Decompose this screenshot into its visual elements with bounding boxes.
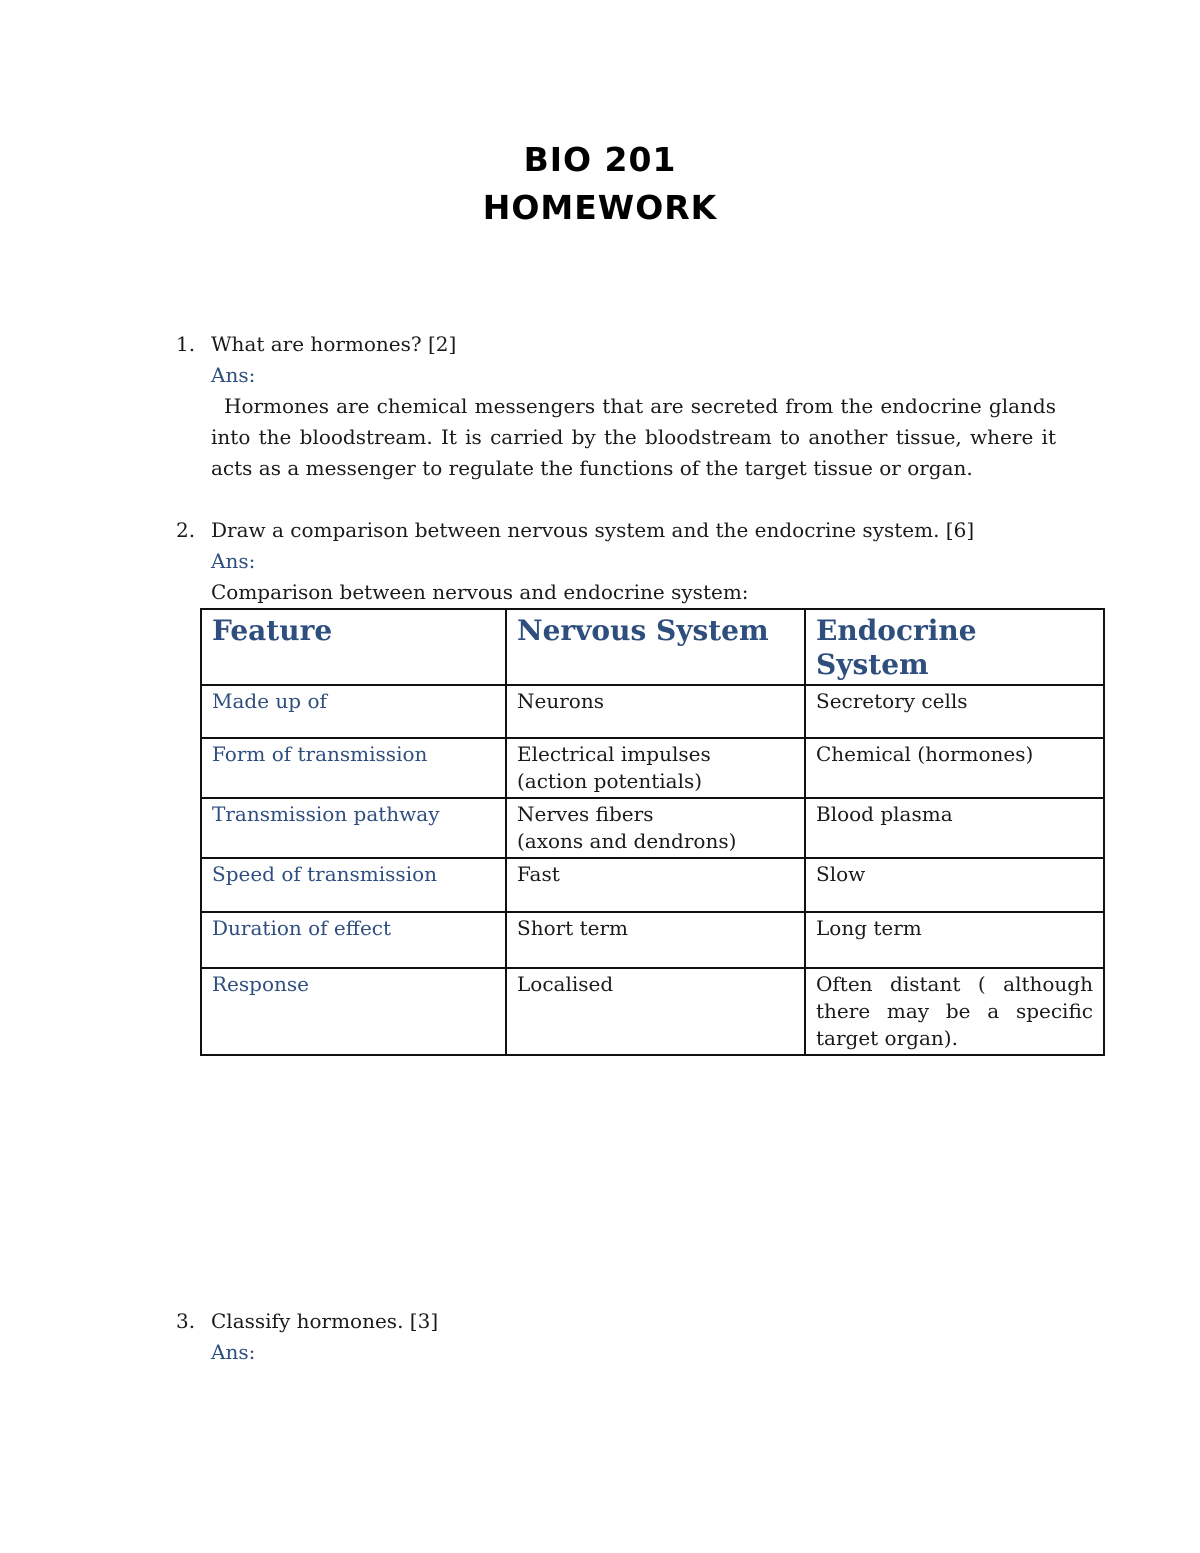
question-3-number: 3.: [176, 1309, 196, 1333]
row-endocrine: [805, 858, 1104, 912]
question-3-ans-label: Ans:: [211, 1340, 256, 1364]
row-endocrine: [805, 912, 1104, 968]
table-header-row: [201, 609, 1104, 685]
row-nervous: [506, 738, 805, 798]
row-endocrine: [805, 685, 1104, 738]
header-endocrine: Endocrine System: [805, 609, 1104, 685]
row-feature: Speed of transmission: [201, 858, 506, 912]
cell-line: Often distant ( although there may be a specific target organ).: [816, 972, 1093, 1050]
table-row: [201, 738, 1104, 798]
table-row: [201, 685, 1104, 738]
cell-line: (axons and dendrons): [517, 829, 737, 853]
doc-title-course: BIO 201: [523, 140, 677, 179]
row-nervous: [506, 858, 805, 912]
row-endocrine: [805, 798, 1104, 858]
table-row: [201, 912, 1104, 968]
cell-line: Nerves fibers: [517, 802, 654, 826]
doc-title-homework: HOMEWORK: [482, 188, 718, 227]
question-1-answer: Hormones are chemical messengers that are secreted from the endocrine glands into the bloodstream. It is carried by the bloodstream to another tissue, where it acts as a messenger to regulate the functions of the target tissue or organ.: [211, 394, 1056, 480]
table-row: [201, 968, 1104, 1055]
cell-line: Chemical (hormones): [816, 742, 1034, 766]
question-2-ans-label: Ans:: [211, 549, 256, 573]
question-2-intro: Comparison between nervous and endocrine system:: [211, 580, 749, 604]
table-row: [201, 798, 1104, 858]
row-nervous: [506, 685, 805, 738]
question-1-ans-label: Ans:: [211, 363, 256, 387]
question-2-number: 2.: [176, 518, 196, 542]
question-1-text: What are hormones? [2]: [211, 332, 457, 356]
cell-line: Blood plasma: [816, 802, 953, 826]
cell-line: Secretory cells: [816, 689, 968, 713]
row-nervous: [506, 912, 805, 968]
row-feature: Form of transmission: [201, 738, 506, 798]
table-row: [201, 858, 1104, 912]
row-feature: Transmission pathway: [201, 798, 506, 858]
cell-line: Short term: [517, 916, 628, 940]
cell-line: Fast: [517, 862, 560, 886]
question-1-number: 1.: [176, 332, 196, 356]
comparison-table: [200, 608, 1105, 1056]
question-2-text: Draw a comparison between nervous system and the endocrine system. [6]: [211, 518, 975, 542]
cell-line: Electrical impulses: [517, 742, 711, 766]
row-nervous: [506, 798, 805, 858]
cell-line: (action potentials): [517, 769, 703, 793]
header-nervous: Nervous System: [506, 609, 805, 685]
header-feature: Feature: [201, 609, 506, 685]
row-endocrine: [805, 738, 1104, 798]
cell-line: Slow: [816, 862, 866, 886]
cell-line: Long term: [816, 916, 922, 940]
cell-line: Localised: [517, 972, 614, 996]
row-feature: Duration of effect: [201, 912, 506, 968]
question-3-text: Classify hormones. [3]: [211, 1309, 439, 1333]
row-endocrine: [805, 968, 1104, 1055]
row-feature: Response: [201, 968, 506, 1055]
row-nervous: [506, 968, 805, 1055]
row-feature: Made up of: [201, 685, 506, 738]
cell-line: Neurons: [517, 689, 604, 713]
